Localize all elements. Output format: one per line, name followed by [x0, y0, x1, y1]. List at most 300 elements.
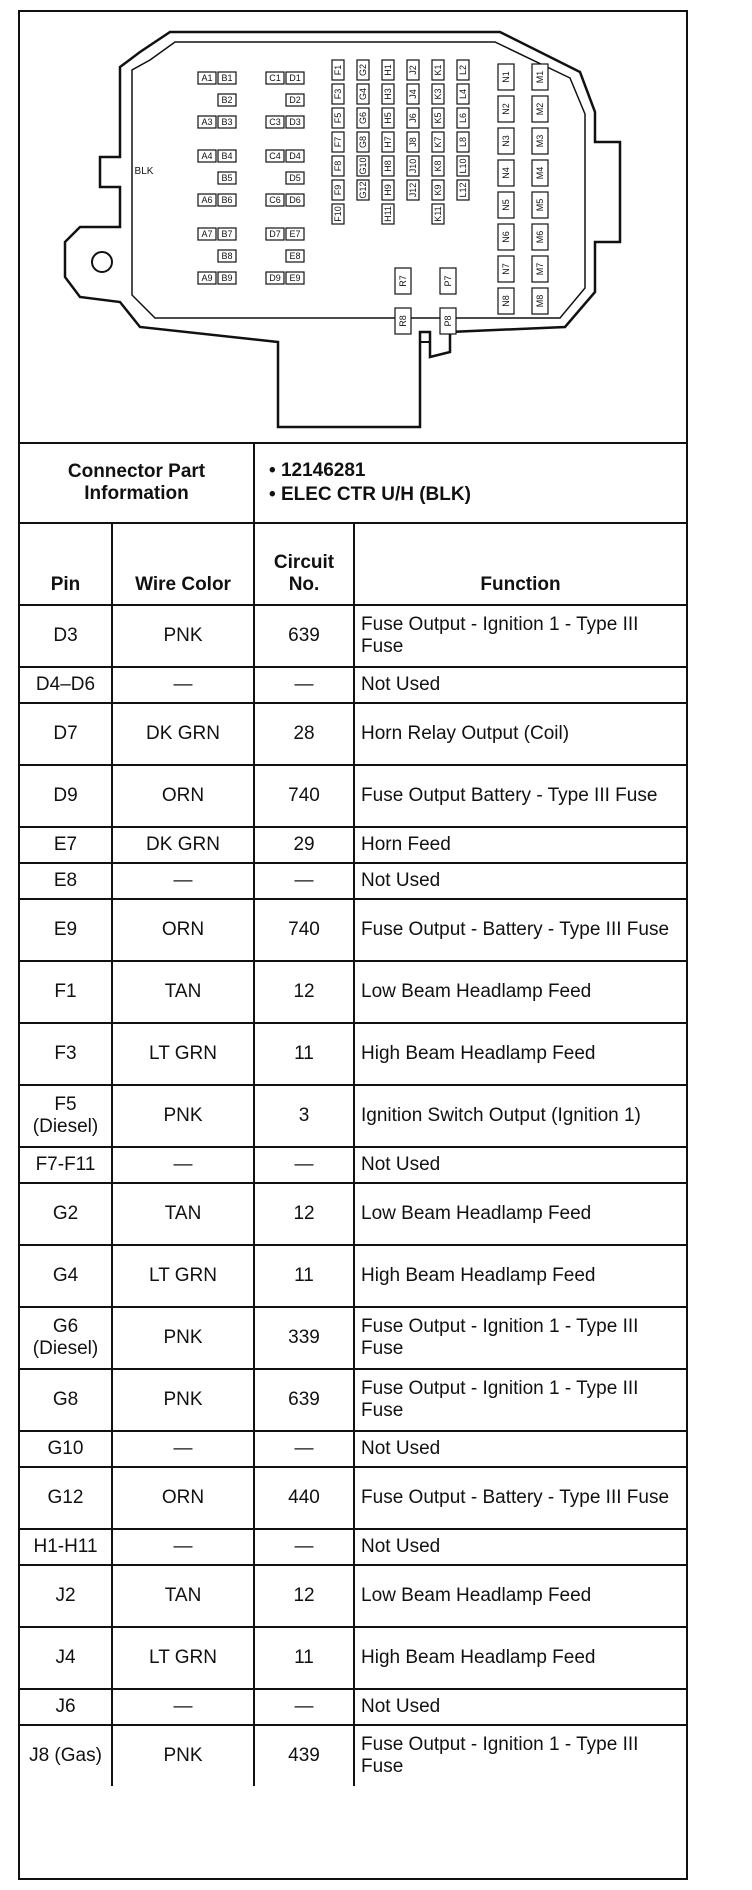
- fuse-slot: [218, 194, 236, 206]
- pin-cell: E7: [20, 827, 112, 863]
- svg-text:D4: D4: [289, 151, 301, 161]
- svg-text:F9: F9: [333, 184, 343, 196]
- svg-text:A7: A7: [201, 229, 213, 239]
- svg-text:N1: N1: [501, 71, 511, 83]
- relay-slot: [395, 308, 411, 334]
- table-row: [20, 1467, 686, 1529]
- function-cell: Fuse Output - Battery - Type III Fuse: [354, 1467, 686, 1529]
- fuse-slot: [286, 194, 304, 206]
- svg-text:C6: C6: [269, 195, 281, 205]
- wire-color-cell: —: [112, 863, 254, 899]
- svg-text:D1: D1: [289, 73, 301, 83]
- fuse-slot: [357, 84, 369, 104]
- svg-text:B1: B1: [221, 73, 233, 83]
- pin-cell: G12: [20, 1467, 112, 1529]
- fuse-slot: [432, 156, 444, 176]
- svg-text:C4: C4: [269, 151, 281, 161]
- fuse-slot: [432, 108, 444, 128]
- pin-cell: J4: [20, 1627, 112, 1689]
- pin-cell: J6: [20, 1689, 112, 1725]
- fuse-slot: [286, 72, 304, 84]
- wire-color-cell: DK GRN: [112, 703, 254, 765]
- fuse-slot: [457, 156, 469, 176]
- wire-color-cell: ORN: [112, 1467, 254, 1529]
- table-row: [20, 1085, 686, 1147]
- wire-color-cell: PNK: [112, 1085, 254, 1147]
- fuse-slot: [332, 84, 344, 104]
- relay-slot: [532, 64, 548, 90]
- wire-color-cell: DK GRN: [112, 827, 254, 863]
- relay-slot: [498, 64, 514, 90]
- svg-text:B3: B3: [221, 117, 233, 127]
- connector-info-values: • 12146281 • ELEC CTR U/H (BLK): [254, 443, 686, 523]
- svg-text:F7: F7: [333, 136, 343, 148]
- function-cell: High Beam Headlamp Feed: [354, 1245, 686, 1307]
- fuse-slot: [332, 108, 344, 128]
- fuse-slot: [198, 272, 216, 284]
- circuit-cell: —: [254, 863, 354, 899]
- function-cell: Fuse Output - Battery - Type III Fuse: [354, 899, 686, 961]
- connector-info-label: Connector Part Information: [20, 443, 254, 523]
- circuit-cell: 639: [254, 1369, 354, 1431]
- table-row: [20, 765, 686, 827]
- table-header-row: [20, 523, 686, 605]
- svg-text:B2: B2: [221, 95, 233, 105]
- fuse-slot: [357, 156, 369, 176]
- fuse-slot: [218, 172, 236, 184]
- header-circuit: Circuit No.: [254, 523, 354, 605]
- wire-color-cell: LT GRN: [112, 1245, 254, 1307]
- svg-text:H5: H5: [383, 112, 393, 124]
- svg-text:B6: B6: [221, 195, 233, 205]
- function-cell: Low Beam Headlamp Feed: [354, 1183, 686, 1245]
- svg-text:A1: A1: [201, 73, 213, 83]
- svg-text:B9: B9: [221, 273, 233, 283]
- wire-color-cell: —: [112, 1147, 254, 1183]
- fuse-slot: [266, 116, 284, 128]
- fuse-slot: [407, 108, 419, 128]
- svg-text:J4: J4: [408, 89, 418, 99]
- svg-text:H8: H8: [383, 160, 393, 172]
- fuse-slot: [407, 180, 419, 200]
- pinout-table: [20, 442, 686, 1786]
- wire-color-cell: PNK: [112, 605, 254, 667]
- fuse-slot: [332, 180, 344, 200]
- svg-text:G12: G12: [358, 181, 368, 199]
- svg-text:M8: M8: [535, 294, 545, 308]
- circuit-cell: 12: [254, 1565, 354, 1627]
- fuse-slot: [198, 194, 216, 206]
- fuse-slot: [382, 204, 394, 224]
- fuse-slot: [457, 180, 469, 200]
- svg-text:H9: H9: [383, 184, 393, 196]
- circuit-cell: 11: [254, 1023, 354, 1085]
- svg-text:D3: D3: [289, 117, 301, 127]
- svg-text:L4: L4: [458, 88, 468, 100]
- svg-text:G10: G10: [358, 157, 368, 175]
- svg-text:D2: D2: [289, 95, 301, 105]
- svg-text:H1: H1: [383, 64, 393, 76]
- fuse-slot: [457, 132, 469, 152]
- function-cell: Not Used: [354, 1431, 686, 1467]
- pin-cell: D9: [20, 765, 112, 827]
- table-row: [20, 1565, 686, 1627]
- table-row: [20, 605, 686, 667]
- pin-cell: G8: [20, 1369, 112, 1431]
- svg-text:M3: M3: [535, 134, 545, 148]
- svg-text:D6: D6: [289, 195, 301, 205]
- wire-color-cell: ORN: [112, 899, 254, 961]
- table-row: [20, 827, 686, 863]
- svg-text:D9: D9: [269, 273, 281, 283]
- fuse-slot: [198, 150, 216, 162]
- fuse-slot: [286, 94, 304, 106]
- fuse-slot: [266, 150, 284, 162]
- circuit-cell: 339: [254, 1307, 354, 1369]
- relay-slot: [440, 308, 456, 334]
- fuse-slot: [382, 180, 394, 200]
- function-cell: Low Beam Headlamp Feed: [354, 1565, 686, 1627]
- table-row: [20, 1725, 686, 1786]
- circuit-cell: 29: [254, 827, 354, 863]
- wire-color-cell: —: [112, 1431, 254, 1467]
- relay-slot: [532, 192, 548, 218]
- svg-text:L6: L6: [458, 112, 468, 124]
- fuse-slot: [407, 60, 419, 80]
- header-wire-color: Wire Color: [112, 523, 254, 605]
- relay-slot: [532, 96, 548, 122]
- circuit-cell: 740: [254, 899, 354, 961]
- svg-text:F1: F1: [333, 64, 343, 76]
- svg-text:K9: K9: [433, 184, 443, 196]
- svg-text:H7: H7: [383, 136, 393, 148]
- connector-description: ELEC CTR U/H (BLK): [280, 484, 471, 505]
- svg-text:C1: C1: [269, 73, 281, 83]
- svg-text:F3: F3: [333, 88, 343, 100]
- circuit-cell: 11: [254, 1245, 354, 1307]
- svg-text:C3: C3: [269, 117, 281, 127]
- svg-text:K3: K3: [433, 88, 443, 100]
- fuse-slot: [382, 132, 394, 152]
- fuse-slot: [198, 72, 216, 84]
- svg-text:L8: L8: [458, 136, 468, 148]
- svg-text:N8: N8: [501, 295, 511, 307]
- svg-text:P8: P8: [443, 315, 453, 327]
- fuse-slot: [332, 156, 344, 176]
- circuit-cell: 12: [254, 1183, 354, 1245]
- fuse-slot: [382, 156, 394, 176]
- fuse-slot: [357, 60, 369, 80]
- circuit-cell: 440: [254, 1467, 354, 1529]
- fuse-slot: [357, 180, 369, 200]
- function-cell: Fuse Output - Ignition 1 - Type III Fuse: [354, 1307, 686, 1369]
- svg-text:B4: B4: [221, 151, 233, 161]
- svg-text:J8: J8: [408, 137, 418, 147]
- svg-text:G6: G6: [358, 111, 368, 125]
- table-row: [20, 1023, 686, 1085]
- wire-color-cell: PNK: [112, 1369, 254, 1431]
- circuit-cell: 11: [254, 1627, 354, 1689]
- pin-cell: E9: [20, 899, 112, 961]
- svg-text:B8: B8: [221, 251, 233, 261]
- circuit-cell: 3: [254, 1085, 354, 1147]
- fuse-slot: [218, 94, 236, 106]
- svg-text:E7: E7: [289, 229, 301, 239]
- svg-text:J10: J10: [408, 158, 418, 174]
- function-cell: Not Used: [354, 1689, 686, 1725]
- svg-text:M1: M1: [535, 70, 545, 84]
- svg-text:D7: D7: [269, 229, 281, 239]
- fuse-slot: [382, 84, 394, 104]
- svg-text:M4: M4: [535, 166, 545, 180]
- fuse-slot: [286, 150, 304, 162]
- pin-cell: D4–D6: [20, 667, 112, 703]
- fuse-slot: [218, 150, 236, 162]
- svg-text:H11: H11: [383, 206, 393, 222]
- pin-cell: D3: [20, 605, 112, 667]
- svg-text:M6: M6: [535, 230, 545, 244]
- function-cell: Low Beam Headlamp Feed: [354, 961, 686, 1023]
- relay-slot: [498, 224, 514, 250]
- relay-slot: [532, 224, 548, 250]
- fuse-slot: [432, 132, 444, 152]
- fuse-slot: [198, 116, 216, 128]
- pin-cell: H1-H11: [20, 1529, 112, 1565]
- svg-text:N3: N3: [501, 135, 511, 147]
- table-row: [20, 1307, 686, 1369]
- fuse-slot: [266, 228, 284, 240]
- svg-text:R7: R7: [398, 275, 408, 287]
- table-row: [20, 1689, 686, 1725]
- svg-text:F10: F10: [333, 206, 343, 222]
- svg-text:K5: K5: [433, 112, 443, 124]
- fuse-slot: [457, 108, 469, 128]
- svg-text:G8: G8: [358, 135, 368, 149]
- wire-color-cell: PNK: [112, 1725, 254, 1786]
- table-row: [20, 1245, 686, 1307]
- svg-text:N4: N4: [501, 167, 511, 179]
- function-cell: Horn Relay Output (Coil): [354, 703, 686, 765]
- pin-cell: F3: [20, 1023, 112, 1085]
- relay-slot: [498, 160, 514, 186]
- svg-text:N6: N6: [501, 231, 511, 243]
- svg-text:N7: N7: [501, 263, 511, 275]
- connector-sheet: [18, 10, 688, 1880]
- circuit-cell: —: [254, 1147, 354, 1183]
- wire-color-cell: PNK: [112, 1307, 254, 1369]
- pin-cell: G10: [20, 1431, 112, 1467]
- pin-cell: D7: [20, 703, 112, 765]
- relay-slot: [498, 288, 514, 314]
- relay-slot: [532, 288, 548, 314]
- pin-cell: F5 (Diesel): [20, 1085, 112, 1147]
- function-cell: High Beam Headlamp Feed: [354, 1023, 686, 1085]
- pin-cell: E8: [20, 863, 112, 899]
- fuse-slot: [218, 272, 236, 284]
- wire-color-cell: LT GRN: [112, 1627, 254, 1689]
- fuse-slot: [432, 204, 444, 224]
- svg-text:H3: H3: [383, 88, 393, 100]
- svg-text:M2: M2: [535, 102, 545, 116]
- svg-text:P7: P7: [443, 275, 453, 287]
- fuse-block-diagram: [20, 12, 686, 444]
- function-cell: Fuse Output Battery - Type III Fuse: [354, 765, 686, 827]
- fuse-slot: [198, 228, 216, 240]
- relay-slot: [532, 160, 548, 186]
- svg-text:G2: G2: [358, 63, 368, 77]
- svg-text:L2: L2: [458, 64, 468, 76]
- table-row: [20, 703, 686, 765]
- circuit-cell: —: [254, 1689, 354, 1725]
- relay-slot: [395, 268, 411, 294]
- relay-slot: [498, 192, 514, 218]
- svg-text:K11: K11: [433, 206, 443, 222]
- circuit-cell: —: [254, 667, 354, 703]
- fuse-slot: [218, 228, 236, 240]
- fuse-slot: [266, 272, 284, 284]
- fuse-slot: [457, 60, 469, 80]
- fuse-slot: [332, 204, 344, 224]
- fuse-slot: [286, 250, 304, 262]
- fuse-slot: [286, 272, 304, 284]
- circuit-cell: 639: [254, 605, 354, 667]
- wire-color-cell: ORN: [112, 765, 254, 827]
- fuse-slot: [332, 60, 344, 80]
- svg-text:A4: A4: [201, 151, 213, 161]
- function-cell: Not Used: [354, 667, 686, 703]
- fuse-slot: [432, 84, 444, 104]
- fuse-slot: [432, 180, 444, 200]
- svg-text:B7: B7: [221, 229, 233, 239]
- fuse-slot: [357, 108, 369, 128]
- wire-color-cell: —: [112, 1529, 254, 1565]
- fuse-slot: [432, 60, 444, 80]
- relay-slot: [440, 268, 456, 294]
- table-row: [20, 1183, 686, 1245]
- blk-label: BLK: [134, 166, 154, 177]
- table-row: [20, 961, 686, 1023]
- function-cell: Ignition Switch Output (Ignition 1): [354, 1085, 686, 1147]
- fuse-slot: [266, 72, 284, 84]
- svg-text:F5: F5: [333, 112, 343, 124]
- relay-slot: [498, 96, 514, 122]
- svg-text:N5: N5: [501, 199, 511, 211]
- wire-color-cell: —: [112, 667, 254, 703]
- pin-cell: G2: [20, 1183, 112, 1245]
- function-cell: Fuse Output - Ignition 1 - Type III Fuse: [354, 605, 686, 667]
- svg-text:A6: A6: [201, 195, 213, 205]
- fuse-slot: [382, 60, 394, 80]
- function-cell: Not Used: [354, 1529, 686, 1565]
- relay-slot: [498, 256, 514, 282]
- fuse-slot: [457, 84, 469, 104]
- connector-info-row: [20, 443, 686, 523]
- function-cell: Fuse Output - Ignition 1 - Type III Fuse: [354, 1369, 686, 1431]
- svg-text:K1: K1: [433, 64, 443, 76]
- table-row: [20, 1369, 686, 1431]
- wire-color-cell: TAN: [112, 1183, 254, 1245]
- fuse-slot: [407, 156, 419, 176]
- header-function: Function: [354, 523, 686, 605]
- wire-color-cell: TAN: [112, 1565, 254, 1627]
- function-cell: Not Used: [354, 863, 686, 899]
- fuse-slot: [382, 108, 394, 128]
- svg-text:D5: D5: [289, 173, 301, 183]
- pin-cell: F7-F11: [20, 1147, 112, 1183]
- fuse-block-outline: [20, 12, 686, 442]
- table-row: [20, 899, 686, 961]
- pin-cell: G4: [20, 1245, 112, 1307]
- fuse-slot: [407, 84, 419, 104]
- table-row: [20, 667, 686, 703]
- svg-text:F8: F8: [333, 160, 343, 172]
- table-row: [20, 863, 686, 899]
- fuse-slot: [286, 172, 304, 184]
- fuse-slot: [218, 116, 236, 128]
- svg-text:L12: L12: [458, 182, 468, 198]
- circuit-cell: 28: [254, 703, 354, 765]
- svg-text:E9: E9: [289, 273, 301, 283]
- wire-color-cell: —: [112, 1689, 254, 1725]
- pin-cell: G6 (Diesel): [20, 1307, 112, 1369]
- circuit-cell: —: [254, 1529, 354, 1565]
- svg-text:N2: N2: [501, 103, 511, 115]
- svg-text:M5: M5: [535, 198, 545, 212]
- relay-slot: [532, 256, 548, 282]
- fuse-slot: [218, 250, 236, 262]
- svg-text:L10: L10: [458, 158, 468, 174]
- function-cell: Horn Feed: [354, 827, 686, 863]
- fuse-slot: [357, 132, 369, 152]
- circuit-cell: 12: [254, 961, 354, 1023]
- svg-text:K8: K8: [433, 160, 443, 172]
- fuse-slot: [407, 132, 419, 152]
- wire-color-cell: LT GRN: [112, 1023, 254, 1085]
- circuit-cell: 439: [254, 1725, 354, 1786]
- svg-text:K7: K7: [433, 136, 443, 148]
- connector-part-number: 12146281: [280, 460, 366, 481]
- relay-slot: [532, 128, 548, 154]
- relay-slot: [498, 128, 514, 154]
- table-row: [20, 1147, 686, 1183]
- header-pin: Pin: [20, 523, 112, 605]
- function-cell: Fuse Output - Ignition 1 - Type III Fuse: [354, 1725, 686, 1786]
- function-cell: High Beam Headlamp Feed: [354, 1627, 686, 1689]
- svg-text:J12: J12: [408, 182, 418, 198]
- pin-cell: J2: [20, 1565, 112, 1627]
- wire-color-cell: TAN: [112, 961, 254, 1023]
- svg-text:J6: J6: [408, 113, 418, 123]
- fuse-slot: [332, 132, 344, 152]
- circuit-cell: —: [254, 1431, 354, 1467]
- fuse-slot: [286, 228, 304, 240]
- fuse-slot: [266, 194, 284, 206]
- fuse-slot: [286, 116, 304, 128]
- svg-text:J2: J2: [408, 65, 418, 75]
- svg-text:G4: G4: [358, 87, 368, 101]
- pin-cell: F1: [20, 961, 112, 1023]
- table-row: [20, 1431, 686, 1467]
- circuit-cell: 740: [254, 765, 354, 827]
- svg-text:A3: A3: [201, 117, 213, 127]
- svg-text:E8: E8: [289, 251, 301, 261]
- table-row: [20, 1627, 686, 1689]
- svg-text:R8: R8: [398, 315, 408, 327]
- svg-text:M7: M7: [535, 262, 545, 276]
- pin-cell: J8 (Gas): [20, 1725, 112, 1786]
- svg-text:B5: B5: [221, 173, 233, 183]
- fuse-slot: [218, 72, 236, 84]
